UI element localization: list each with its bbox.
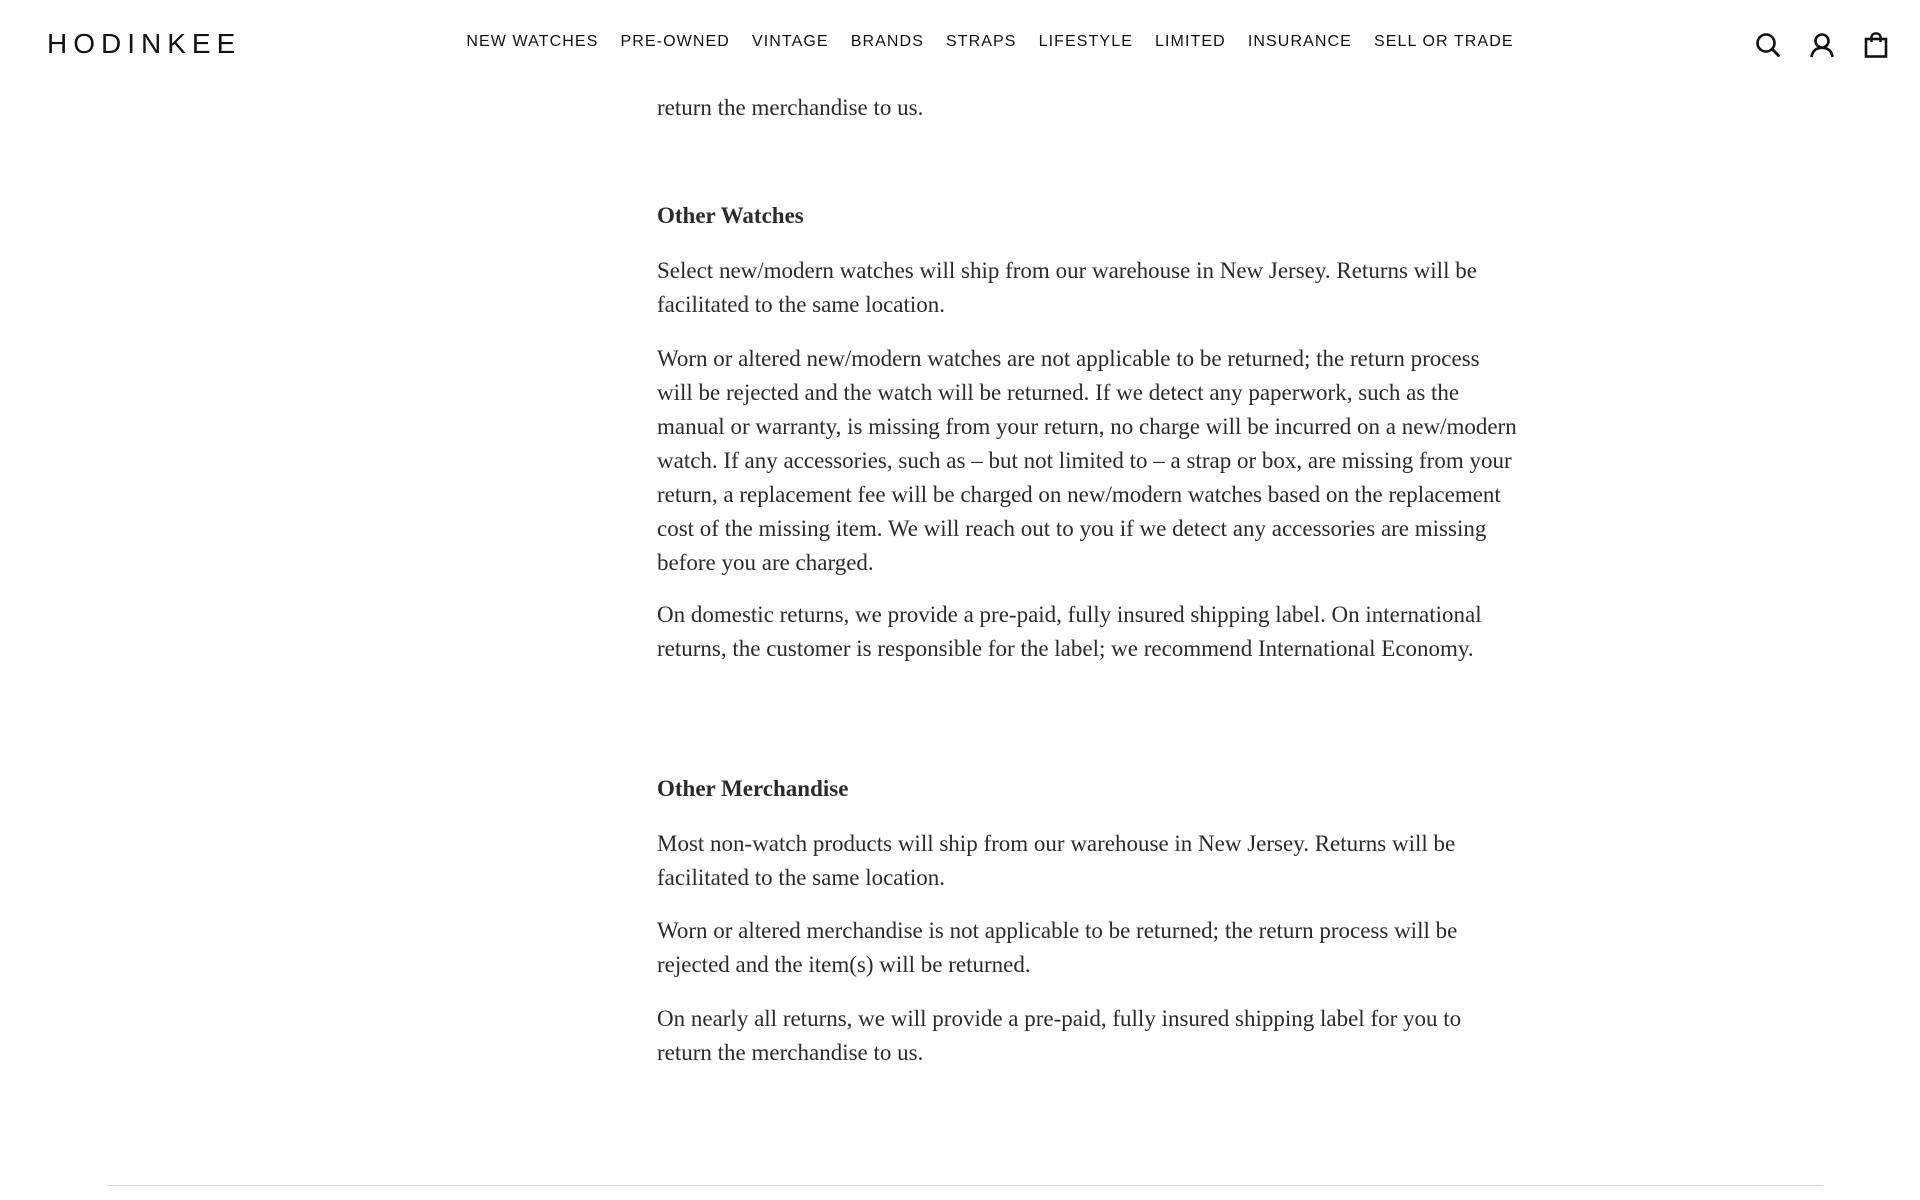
- paragraph-other-merchandise-label: On nearly all returns, we will provide a pre-paid, fully insured shipping label for you to return the merchandise to us.: [657, 1006, 1462, 1065]
- paragraph-other-merchandise-shipping: Most non-watch products will ship from our warehouse in New Jersey. Returns will be facilitated to the same location.: [657, 831, 1456, 890]
- site-header: [0, 0, 1920, 88]
- header-icons: [1752, 29, 1892, 61]
- paragraph-other-watches-label: On domestic returns, we provide a pre-paid, fully insured shipping label. On international returns, the customer is responsible for the label; we recommend International Economy.: [657, 602, 1482, 661]
- account-icon[interactable]: [1806, 29, 1838, 61]
- heading-other-watches: Other Watches: [657, 203, 804, 228]
- nav-vintage[interactable]: VINTAGE: [751, 33, 829, 50]
- paragraph-other-watches-shipping: Select new/modern watches will ship from our warehouse in New Jersey. Returns will be facilitated to the same location.: [657, 258, 1477, 317]
- nav-limited[interactable]: LIMITED: [1154, 33, 1226, 50]
- nav-lifestyle[interactable]: LIFESTYLE: [1038, 33, 1133, 50]
- search-icon[interactable]: [1752, 29, 1784, 61]
- heading-other-merchandise: Other Merchandise: [657, 776, 849, 801]
- nav-insurance[interactable]: INSURANCE: [1247, 33, 1352, 50]
- bag-icon[interactable]: [1860, 29, 1892, 61]
- hodinkee-logo[interactable]: HODINKEE: [47, 28, 242, 59]
- footer-divider: [107, 1185, 1823, 1186]
- nav-brands[interactable]: BRANDS: [850, 33, 924, 50]
- nav-sell-or-trade[interactable]: SELL OR TRADE: [1373, 33, 1514, 50]
- paragraph-top-partial: return the merchandise to us.: [657, 95, 924, 120]
- nav-new-watches[interactable]: NEW WATCHES: [466, 33, 599, 50]
- main-nav: [466, 30, 1514, 58]
- nav-pre-owned[interactable]: PRE-OWNED: [620, 33, 730, 50]
- paragraph-other-merchandise-worn: Worn or altered merchandise is not applicable to be returned; the return process will be rejected and the item(s) will be returned.: [657, 918, 1458, 977]
- nav-straps[interactable]: STRAPS: [945, 33, 1017, 50]
- paragraph-other-watches-worn: Worn or altered new/modern watches are not applicable to be returned; the return process will be rejected and the watch will be returned. If we detect any paperwork, such as the manual or warranty, is missing from your return, no charge will be incurred on a new/modern watch. If any accessories, such as – but not limited to – a strap or box, are missing from your return, a replacement fee will be charged on new/modern watches based on the replacement cost of the missing item. We will reach out to you if we detect any accessories are missing before you are charged.: [657, 346, 1517, 575]
